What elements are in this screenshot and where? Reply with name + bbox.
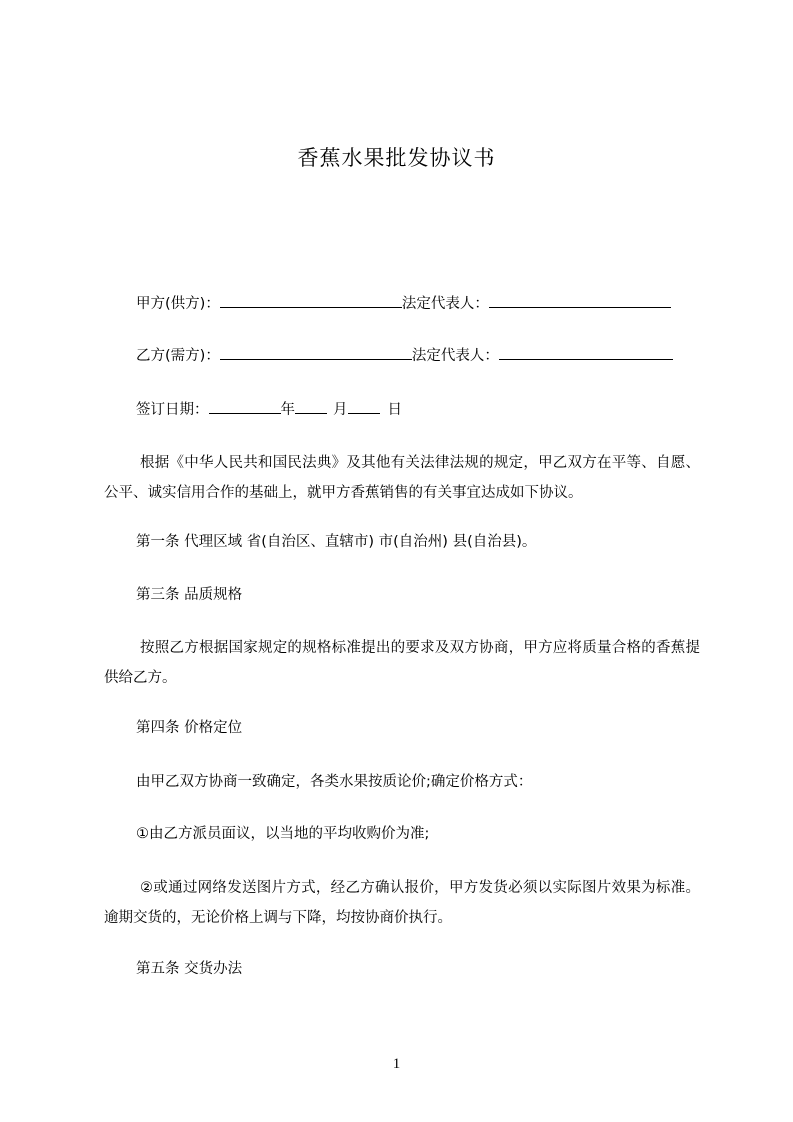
article-1-paragraph: 第一条 代理区域 省(自治区、直辖市) 市(自治州) 县(自治县)。 — [136, 534, 537, 550]
document-title: 香蕉水果批发协议书 — [297, 146, 496, 170]
signing-year-blank[interactable] — [209, 399, 281, 414]
signing-date-label: 签订日期： — [136, 402, 209, 418]
party-a-label: 甲方(供方)： — [136, 296, 220, 312]
party-b-label: 乙方(需方)： — [136, 348, 220, 364]
article-4-item-2: ②或通过网络发送图片方式，经乙方确认报价，甲方发货必须以实际图片效果为标准。逾期交货的，无论价格上调与下降，均按协商价执行。 — [104, 880, 700, 926]
page-number: 1 — [392, 1056, 401, 1072]
article-4-heading: 第四条 价格定位 — [136, 720, 243, 736]
party-b-line — [136, 345, 673, 365]
party-b-name-blank[interactable] — [220, 345, 412, 360]
signing-year-label: 年 — [280, 402, 295, 418]
signing-day-blank[interactable] — [348, 399, 380, 414]
signing-day-label: 日 — [387, 402, 402, 418]
article-3-heading: 第三条 品质规格 — [136, 587, 243, 603]
party-a-rep-label: 法定代表人： — [401, 296, 489, 312]
party-a-line — [136, 293, 671, 313]
article-3-body: 按照乙方根据国家规定的规格标准提出的要求及双方协商，甲方应将质量合格的香蕉提供给乙方。 — [104, 640, 700, 686]
intro-paragraph: 根据《中华人民共和国民法典》及其他有关法律法规的规定，甲乙双方在平等、自愿、公平、诚实信用合作的基础上，就甲方香蕉销售的有关事宜达成如下协议。 — [104, 455, 700, 501]
article-4-item-1: ①由乙方派员面议，以当地的平均收购价为准; — [136, 826, 430, 842]
article-4-body: 由甲乙双方协商一致确定，各类水果按质论价;确定价格方式： — [136, 774, 533, 790]
party-b-rep-label: 法定代表人： — [411, 348, 499, 364]
party-a-rep-blank[interactable] — [489, 293, 671, 308]
article-5-heading: 第五条 交货办法 — [136, 961, 243, 977]
party-b-rep-blank[interactable] — [499, 345, 673, 360]
signing-date-line — [136, 399, 402, 419]
signing-month-blank[interactable] — [295, 399, 327, 414]
party-a-name-blank[interactable] — [220, 293, 402, 308]
signing-month-label: 月 — [333, 402, 348, 418]
